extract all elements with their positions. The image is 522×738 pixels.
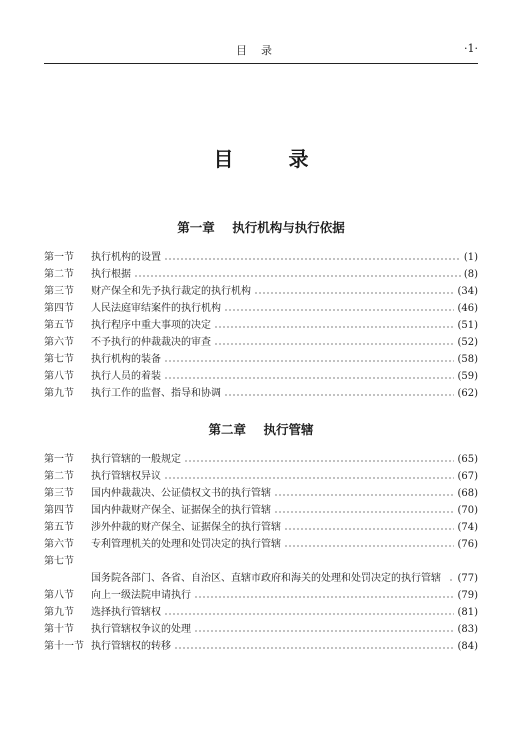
chapter-2-toc-list xyxy=(44,451,478,655)
toc-entry-page: (1) xyxy=(463,252,478,263)
toc-dot-leader xyxy=(164,612,454,616)
page-title: 目 录 xyxy=(213,147,333,171)
toc-entry-title: 执行机构的设置 xyxy=(91,252,161,263)
chapter-1-title: 第一章 执行机构与执行依据 xyxy=(177,220,345,235)
header-rule xyxy=(44,63,478,64)
toc-entry xyxy=(44,300,478,317)
toc-entry-section: 第一节 xyxy=(44,454,74,465)
toc-dot-leader xyxy=(254,291,454,295)
toc-entry xyxy=(44,638,478,655)
toc-dot-leader xyxy=(224,308,454,312)
running-header xyxy=(44,42,478,62)
toc-entry-page: (51) xyxy=(457,320,478,331)
toc-entry-section: 第五节 xyxy=(44,522,74,533)
toc-entry-page: (79) xyxy=(457,590,478,601)
toc-entry-page: (34) xyxy=(457,286,478,297)
chapter-1-toc-list xyxy=(44,249,478,402)
toc-entry-page: (81) xyxy=(457,607,478,618)
toc-entry-page: (65) xyxy=(457,454,478,465)
toc-dot-leader xyxy=(284,544,454,548)
toc-dot-leader xyxy=(164,376,454,380)
toc-entry-section: 第六节 xyxy=(44,539,74,550)
toc-entry-section: 第九节 xyxy=(44,607,74,618)
toc-dot-leader xyxy=(164,359,454,363)
toc-entry-title: 财产保全和先予执行裁定的执行机构 xyxy=(91,286,251,297)
toc-dot-leader xyxy=(194,629,454,633)
toc-entry xyxy=(44,502,478,519)
toc-entry-title: 执行管辖权异议 xyxy=(91,471,161,482)
toc-entry-page: (68) xyxy=(457,488,478,499)
toc-dot-leader xyxy=(184,459,454,463)
toc-entry xyxy=(44,334,478,351)
toc-entry-section: 第六节 xyxy=(44,337,74,348)
toc-dot-leader xyxy=(214,325,454,329)
toc-dot-leader xyxy=(194,595,454,599)
toc-entry-page: (76) xyxy=(457,539,478,550)
toc-entry xyxy=(44,283,478,300)
toc-entry-section: 第二节 xyxy=(44,471,74,482)
toc-entry-page: (52) xyxy=(457,337,478,348)
toc-dot-leader xyxy=(274,493,454,497)
toc-entry-title: 国内仲裁裁决、公证债权文书的执行管辖 xyxy=(91,488,271,499)
toc-entry xyxy=(44,368,478,385)
toc-dot-leader xyxy=(449,578,454,582)
toc-entry-page: (70) xyxy=(457,505,478,516)
toc-entry-title: 执行管辖权争议的处理 xyxy=(91,624,191,635)
toc-dot-leader xyxy=(164,257,461,261)
toc-entry-page: (8) xyxy=(463,269,478,280)
toc-entry-section: 第二节 xyxy=(44,269,74,280)
toc-entry-title: 执行程序中重大事项的决定 xyxy=(91,320,211,331)
running-header-page-number: ·1· xyxy=(464,42,478,55)
toc-entry-title: 专利管理机关的处理和处罚决定的执行管辖 xyxy=(91,539,281,550)
toc-dot-leader xyxy=(224,393,454,397)
toc-entry xyxy=(44,536,478,553)
toc-dot-leader xyxy=(164,476,454,480)
toc-entry-page: (83) xyxy=(457,624,478,635)
toc-entry xyxy=(44,249,478,266)
toc-dot-leader xyxy=(214,342,454,346)
toc-entry-title: 向上一级法院申请执行 xyxy=(91,590,191,601)
toc-entry xyxy=(44,351,478,368)
toc-entry-title: 执行人员的着装 xyxy=(91,371,161,382)
toc-entry xyxy=(44,519,478,536)
toc-entry xyxy=(44,604,478,621)
toc-entry-page: (74) xyxy=(457,522,478,533)
toc-entry-title: 执行管辖权的转移 xyxy=(91,641,171,652)
toc-entry-section: 第五节 xyxy=(44,320,74,331)
toc-entry xyxy=(44,485,478,502)
toc-entry xyxy=(44,587,478,604)
toc-entry xyxy=(44,266,478,283)
toc-entry-page: (59) xyxy=(457,371,478,382)
toc-entry-title: 选择执行管辖权 xyxy=(91,607,161,618)
toc-dot-leader xyxy=(274,510,454,514)
toc-entry xyxy=(44,451,478,468)
toc-entry-page: (62) xyxy=(457,388,478,399)
toc-entry-title: 执行根据 xyxy=(91,269,131,280)
toc-entry-section: 第三节 xyxy=(44,286,74,297)
toc-dot-leader xyxy=(284,527,454,531)
toc-entry-page: (46) xyxy=(457,303,478,314)
toc-dot-leader xyxy=(174,646,454,650)
toc-entry-page: (77) xyxy=(457,573,478,584)
toc-entry-title: 不予执行的仲裁裁决的审查 xyxy=(91,337,211,348)
toc-entry xyxy=(44,317,478,334)
toc-entry-title: 执行管辖的一般规定 xyxy=(91,454,181,465)
toc-entry-section: 第四节 xyxy=(44,505,74,516)
toc-entry xyxy=(44,621,478,638)
toc-entry-section: 第三节 xyxy=(44,488,74,499)
toc-entry xyxy=(44,468,478,485)
toc-entry xyxy=(44,553,478,587)
running-header-title: 目录 xyxy=(236,44,286,57)
toc-dot-leader xyxy=(134,274,461,278)
toc-entry xyxy=(44,385,478,402)
toc-entry-title: 涉外仲裁的财产保全、证据保全的执行管辖 xyxy=(91,522,281,533)
toc-entry-title: 国内仲裁财产保全、证据保全的执行管辖 xyxy=(91,505,271,516)
toc-entry-section: 第八节 xyxy=(44,371,74,382)
toc-entry-section: 第七节 xyxy=(44,556,74,567)
chapter-2-title: 第二章 执行管辖 xyxy=(208,422,314,437)
toc-entry-title: 国务院各部门、各省、自治区、直辖市政府和海关的处理和处罚决定的执行管辖 xyxy=(91,573,441,584)
toc-entry-page: (84) xyxy=(457,641,478,652)
toc-entry-page: (58) xyxy=(457,354,478,365)
toc-entry-title: 执行机构的装备 xyxy=(91,354,161,365)
toc-entry-section: 第七节 xyxy=(44,354,74,365)
toc-entry-section: 第一节 xyxy=(44,252,74,263)
toc-entry-page: (67) xyxy=(457,471,478,482)
toc-entry-title: 人民法庭审结案件的执行机构 xyxy=(91,303,221,314)
toc-entry-title: 执行工作的监督、指导和协调 xyxy=(91,388,221,399)
toc-entry-section: 第九节 xyxy=(44,388,74,399)
toc-entry-section: 第八节 xyxy=(44,590,74,601)
toc-entry-section: 第四节 xyxy=(44,303,74,314)
toc-entry-section: 第十一节 xyxy=(44,641,84,652)
toc-entry-section: 第十节 xyxy=(44,624,74,635)
